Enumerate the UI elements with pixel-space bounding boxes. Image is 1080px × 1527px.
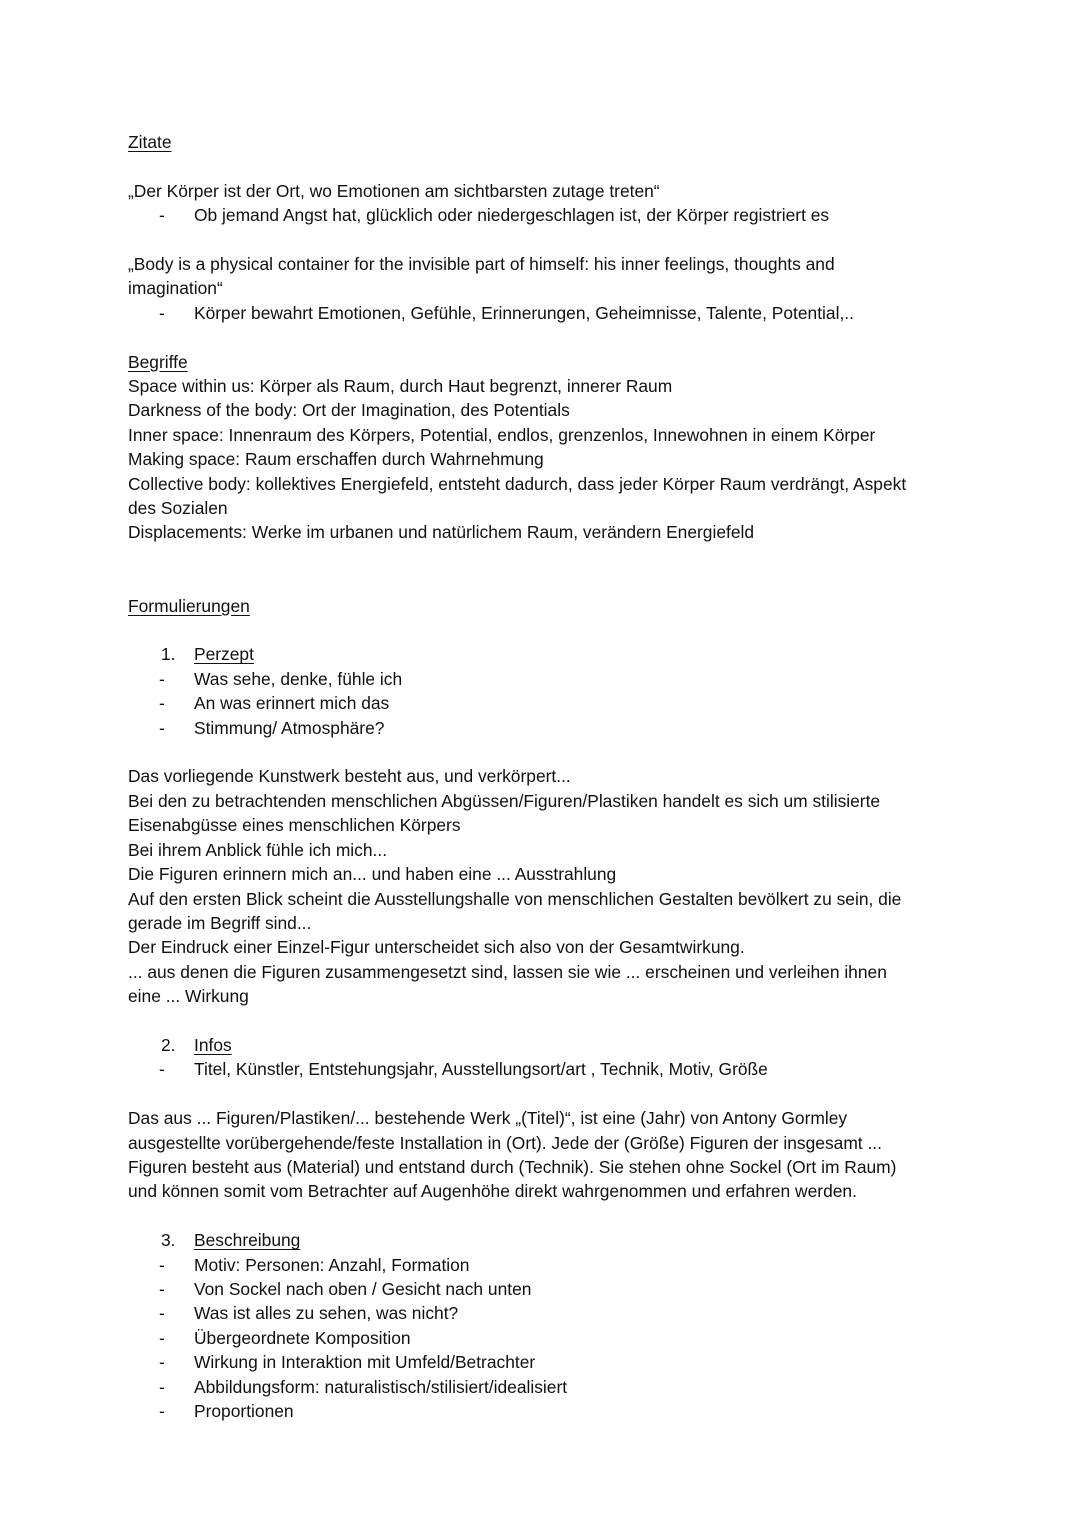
bullet-item: [128, 1326, 958, 1350]
bullet-item: [128, 1253, 958, 1277]
bullet-text: Abbildungsform: naturalistisch/stilisiert/idealisiert: [194, 1376, 568, 1397]
spacer: [128, 228, 958, 252]
numbered-heading-perzept: [128, 642, 958, 666]
paragraph-line: eine ... Wirkung: [128, 986, 249, 1007]
paragraph-line: gerade im Begriff sind...: [128, 912, 312, 933]
quote-2-line-1: „Body is a physical container for the invisible part of himself: his inner feelings, thoughts and: [128, 254, 835, 274]
document-page: [128, 130, 958, 1423]
heading-formulierungen: Formulierungen: [128, 595, 250, 616]
begriff-line: des Sozialen: [128, 498, 228, 519]
bullet-item: [128, 1301, 958, 1325]
bullet-item: [128, 691, 958, 715]
begriff-line: Space within us: Körper als Raum, durch Haut begrenzt, innerer Raum: [128, 376, 673, 397]
spacer: [128, 1082, 958, 1106]
bullet-dash: -: [159, 1254, 165, 1275]
numbered-heading-beschreibung: [128, 1228, 958, 1252]
paragraph-line: Figuren besteht aus (Material) und entstand durch (Technik). Sie stehen ohne Sockel (Ort im Raum): [128, 1156, 897, 1177]
bullet-text: Übergeordnete Komposition: [194, 1327, 411, 1348]
bullet-dash: -: [159, 1278, 165, 1299]
spacer: [128, 154, 958, 178]
bullet-item: [128, 301, 958, 325]
paragraph-line: Der Eindruck einer Einzel-Figur unterscheidet sich also von der Gesamtwirkung.: [128, 937, 745, 958]
bullet-dash: -: [159, 1352, 165, 1373]
bullet-text: Ob jemand Angst hat, glücklich oder niedergeschlagen ist, der Körper registriert es: [194, 205, 830, 226]
bullet-dash: -: [159, 302, 165, 323]
bullet-dash: -: [159, 1303, 165, 1324]
spacer: [128, 1009, 958, 1033]
section-number: 3.: [161, 1230, 176, 1251]
bullet-item: [128, 667, 958, 691]
bullet-dash: -: [159, 1059, 165, 1080]
begriff-line: Darkness of the body: Ort der Imagination, des Potentials: [128, 400, 570, 421]
spacer: [128, 618, 958, 642]
bullet-dash: -: [159, 1327, 165, 1348]
bullet-dash: -: [159, 717, 165, 738]
bullet-dash: -: [159, 668, 165, 689]
bullet-item: [128, 203, 958, 227]
quote-2-line-2: imagination“: [128, 278, 223, 299]
paragraph-line: Bei den zu betrachtenden menschlichen Abgüssen/Figuren/Plastiken handelt es sich um stilisierte: [128, 790, 881, 811]
bullet-item: [128, 1057, 958, 1081]
bullet-item: [128, 1277, 958, 1301]
paragraph-line: Eisenabgüsse eines menschlichen Körpers: [128, 815, 461, 836]
bullet-text: Proportionen: [194, 1400, 294, 1421]
bullet-text: Von Sockel nach oben / Gesicht nach unten: [194, 1278, 532, 1299]
quote-1: „Der Körper ist der Ort, wo Emotionen am sichtbarsten zutage treten“: [128, 180, 660, 201]
bullet-item: [128, 716, 958, 740]
bullet-dash: -: [159, 1376, 165, 1397]
paragraph-line: Auf den ersten Blick scheint die Ausstellungshalle von menschlichen Gestalten bevölkert zu sein, die: [128, 888, 902, 909]
begriff-line: Displacements: Werke im urbanen und natürlichem Raum, verändern Energiefeld: [128, 522, 755, 543]
section-title: Perzept: [194, 644, 254, 665]
begriff-line: Inner space: Innenraum des Körpers, Potential, endlos, grenzenlos, Innewohnen in einem Körper: [128, 424, 876, 445]
paragraph-line: ... aus denen die Figuren zusammengesetzt sind, lassen sie wie ... erscheinen und verleihen ihnen: [128, 961, 887, 982]
bullet-text: Stimmung/ Atmosphäre?: [194, 717, 385, 738]
numbered-heading-infos: [128, 1033, 958, 1057]
spacer: [128, 1204, 958, 1228]
bullet-item: [128, 1375, 958, 1399]
bullet-item: [128, 1399, 958, 1423]
paragraph-line: Das vorliegende Kunstwerk besteht aus, und verkörpert...: [128, 766, 571, 787]
paragraph-line: ausgestellte vorübergehende/feste Installation in (Ort). Jede der (Größe) Figuren der insgesamt ...: [128, 1132, 882, 1153]
paragraph-line: Das aus ... Figuren/Plastiken/... bestehende Werk „(Titel)“, ist eine (Jahr) von Antony Gormley: [128, 1108, 848, 1129]
spacer: [128, 545, 958, 594]
bullet-dash: -: [159, 693, 165, 714]
section-number: 2.: [161, 1034, 176, 1055]
paragraph-line: Bei ihrem Anblick fühle ich mich...: [128, 839, 388, 860]
spacer: [128, 740, 958, 764]
bullet-dash: -: [159, 1400, 165, 1421]
bullet-text: Motiv: Personen: Anzahl, Formation: [194, 1254, 470, 1275]
section-title: Infos: [194, 1034, 232, 1055]
begriff-line: Collective body: kollektives Energiefeld, entsteht dadurch, dass jeder Körper Raum verdrängt, Aspekt: [128, 473, 907, 494]
spacer: [128, 325, 958, 349]
heading-zitate: Zitate: [128, 132, 172, 152]
section-title: Beschreibung: [194, 1230, 301, 1251]
bullet-item: [128, 1350, 958, 1374]
paragraph-line: Die Figuren erinnern mich an... und haben eine ... Ausstrahlung: [128, 864, 617, 885]
begriff-line: Making space: Raum erschaffen durch Wahrnehmung: [128, 449, 544, 470]
bullet-text: Was sehe, denke, fühle ich: [194, 668, 403, 689]
section-number: 1.: [161, 644, 176, 665]
bullet-text: Wirkung in Interaktion mit Umfeld/Betrachter: [194, 1352, 536, 1373]
bullet-dash: -: [159, 205, 165, 226]
paragraph-line: und können somit vom Betrachter auf Augenhöhe direkt wahrgenommen und erfahren werden.: [128, 1181, 857, 1202]
bullet-text: Titel, Künstler, Entstehungsjahr, Ausstellungsort/art , Technik, Motiv, Größe: [194, 1059, 768, 1080]
heading-begriffe: Begriffe: [128, 351, 188, 372]
bullet-text: Körper bewahrt Emotionen, Gefühle, Erinnerungen, Geheimnisse, Talente, Potential,..: [194, 302, 854, 323]
bullet-text: An was erinnert mich das: [194, 693, 390, 714]
bullet-text: Was ist alles zu sehen, was nicht?: [194, 1303, 459, 1324]
